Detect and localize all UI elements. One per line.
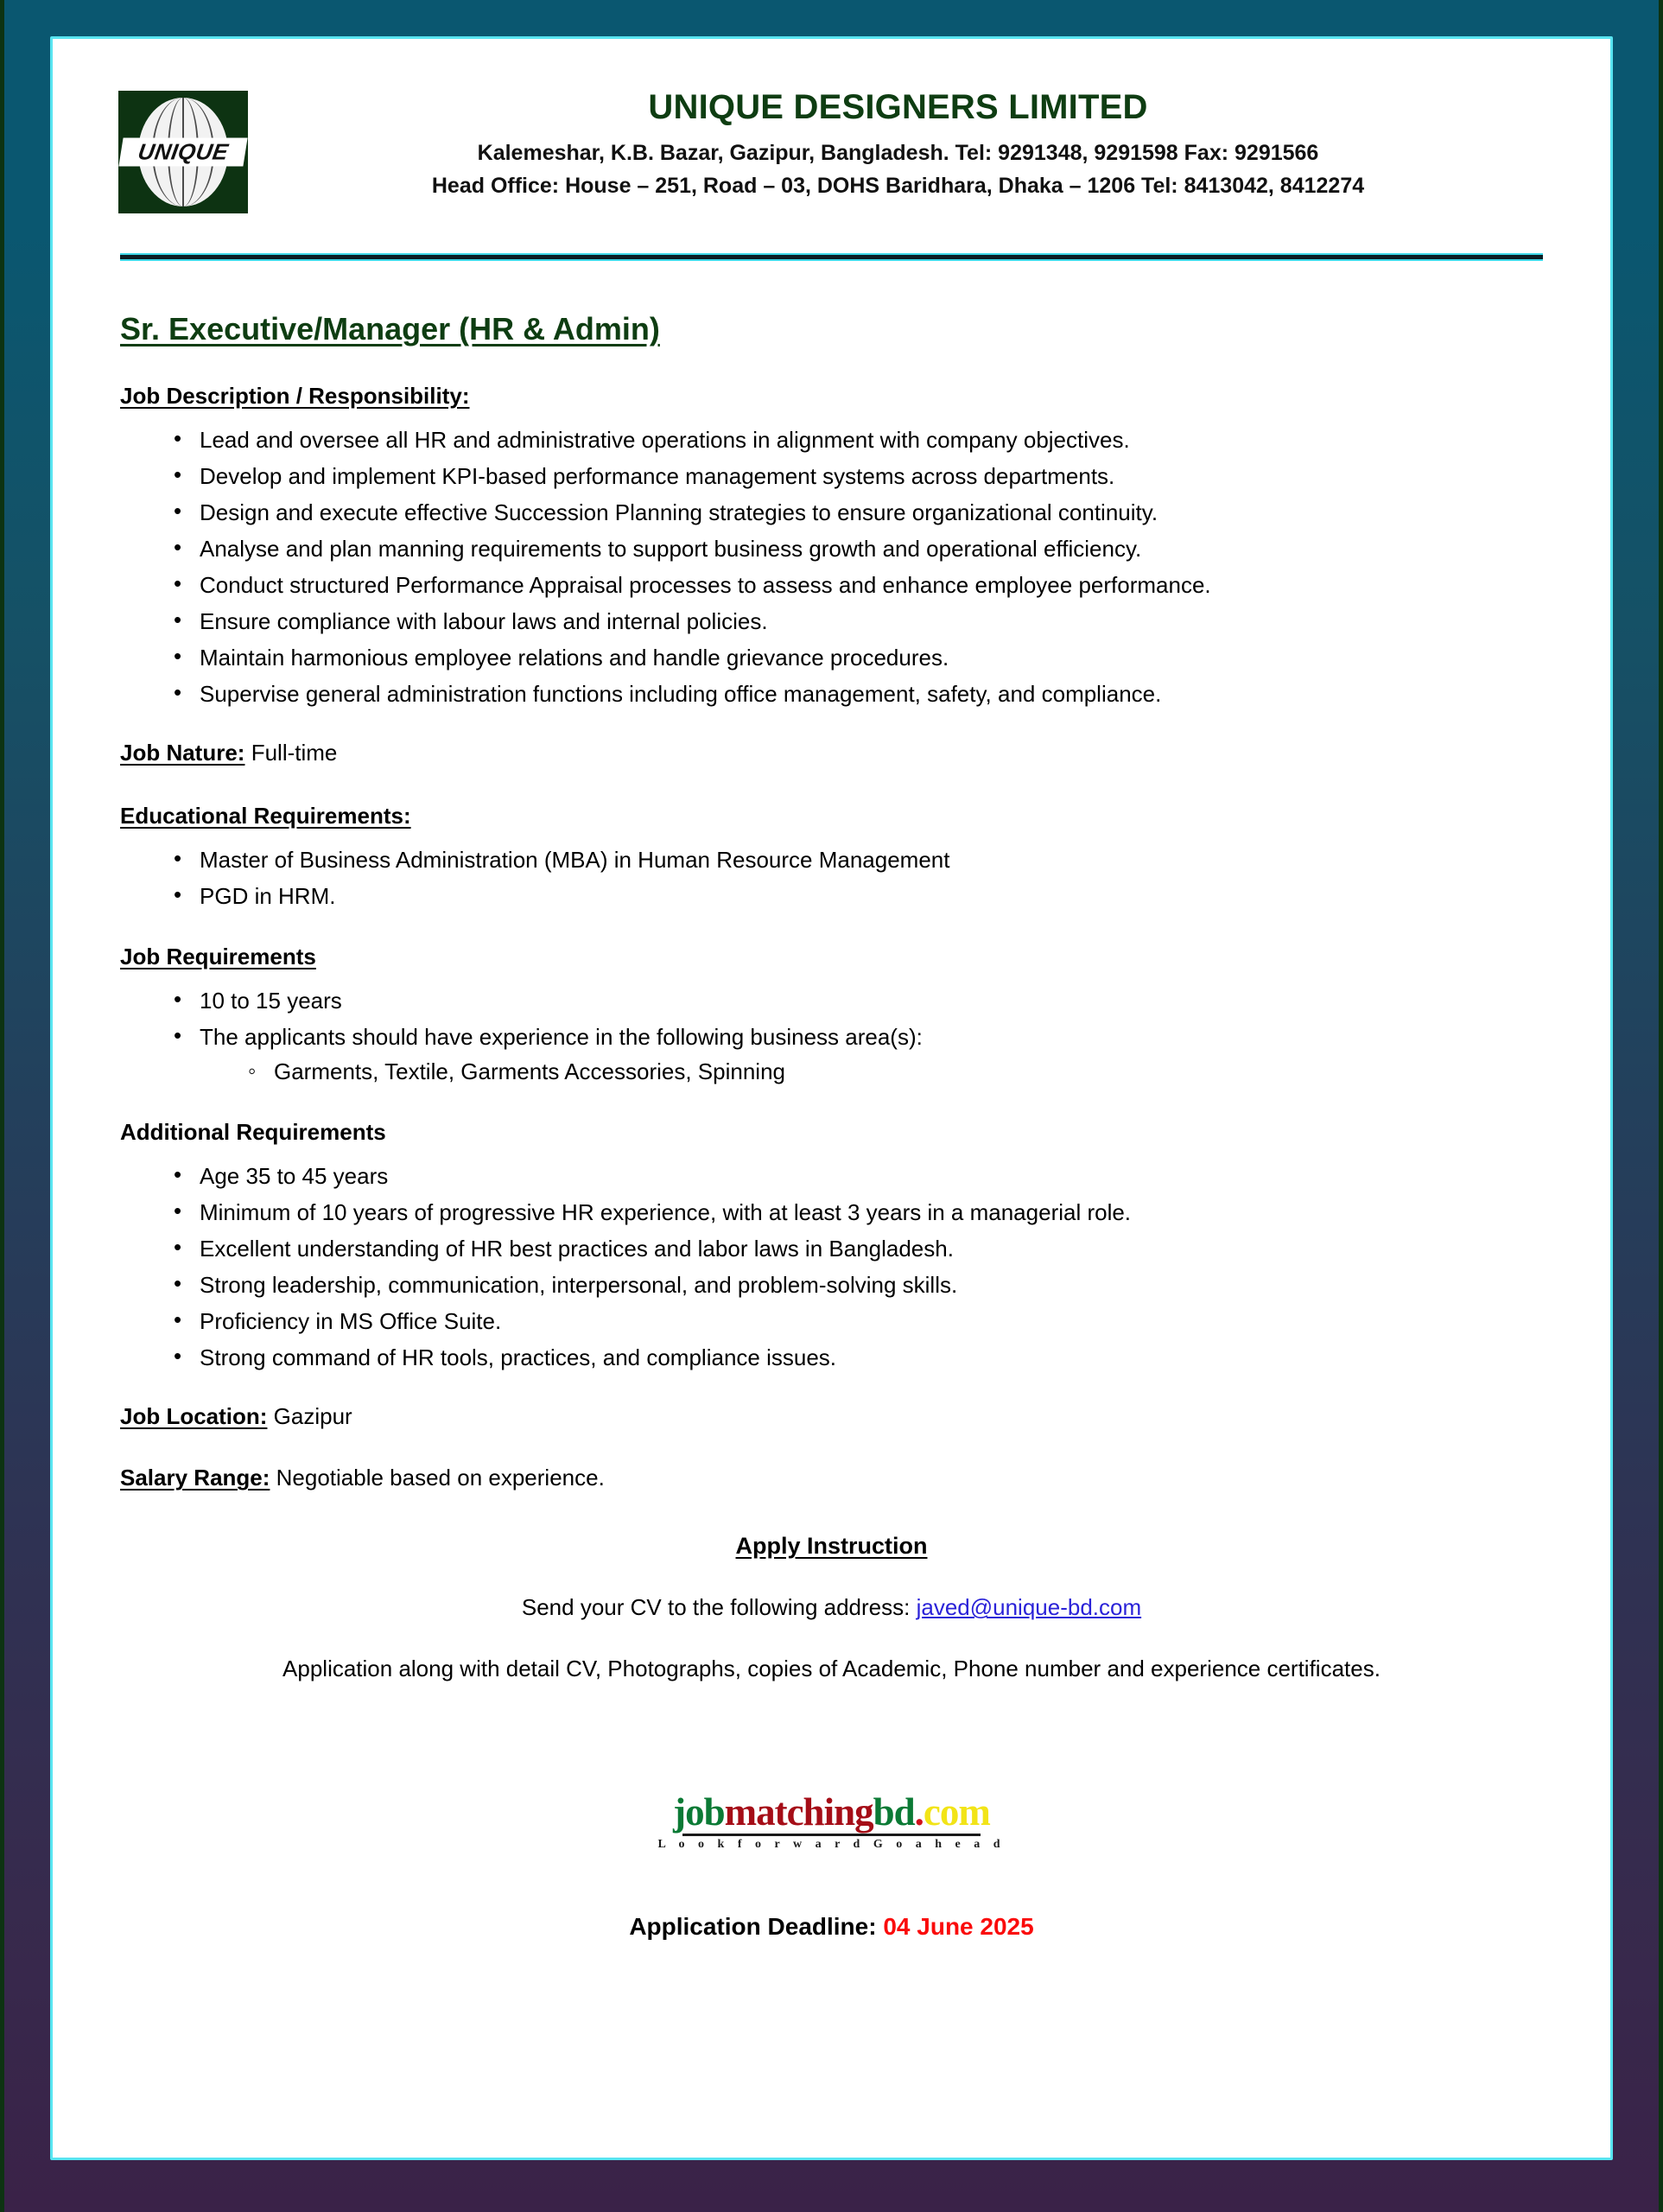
list-item: • Conduct structured Performance Appraisal processes to assess and enhance employee performance. [174,574,1543,596]
list-item: ◦ Garments, Textile, Garments Accessories, Spinning [248,1060,1543,1083]
job-nature [120,740,1543,766]
apply-instruction-heading: Apply Instruction [735,1533,928,1560]
list-item: • Excellent understanding of HR best practices and labor laws in Bangladesh. [174,1237,1543,1260]
job-requirements-list [120,989,1543,1083]
list-item: • Master of Business Administration (MBA) in Human Resource Management [174,849,1543,871]
responsibilities-list [120,427,1543,708]
logo-text-com: com [923,1790,990,1834]
job-nature-label: Job Nature: [120,740,245,766]
letterhead-text [248,84,1560,202]
apply-address-line [120,1594,1543,1621]
list-item: • Develop and implement KPI-based performance management systems across departments. [174,465,1543,487]
logo-text-bd: bd [873,1790,915,1834]
deadline-label: Application Deadline: [629,1913,884,1941]
deadline-date: 04 June 2025 [883,1913,1034,1941]
education-list [120,847,1543,910]
list-item: • Strong leadership, communication, interpersonal, and problem-solving skills. [174,1274,1543,1296]
jobmatchingbd-wordmark [120,1790,1543,1834]
list-item: • Proficiency in MS Office Suite. [174,1310,1543,1332]
company-address-line-2: Head Office: House – 251, Road – 03, DOHS Baridhara, Dhaka – 1206 Tel: 8413042, 8412274 [431,173,1365,198]
section-heading-job-description: Job Description / Responsibility: [120,383,470,410]
apply-email-link[interactable]: javed@unique-bd.com [916,1594,1142,1621]
logo-tagline: L o o k f o r w a r d G o a h e a d [657,1838,1006,1852]
logo-underline [682,1834,981,1836]
business-areas-list [200,1060,1543,1083]
list-item: • PGD in HRM. [174,885,1543,907]
document-body [103,311,1560,1941]
application-deadline [120,1913,1543,1941]
apply-address-prefix: Send your CV to the following address: [521,1594,917,1621]
salary-range [120,1465,1543,1491]
list-item: • Supervise general administration functions including office management, safety, and compliance. [174,683,1543,705]
logo-wordmark: UNIQUE [118,138,247,167]
job-title: Sr. Executive/Manager (HR & Admin) [120,311,660,346]
inner-border [50,36,1613,2160]
company-logo [118,91,248,213]
section-heading-educational-requirements: Educational Requirements: [120,803,411,830]
additional-requirements-list [120,1165,1543,1369]
salary-range-value: Negotiable based on experience. [276,1465,605,1491]
header-divider [120,255,1543,259]
list-item: • Design and execute effective Succession Planning strategies to ensure organizational continuity. [174,501,1543,524]
salary-range-label: Salary Range: [120,1465,270,1491]
list-item: • Age 35 to 45 years [174,1165,1543,1187]
section-heading-job-requirements: Job Requirements [120,944,316,970]
letterhead [103,61,1560,213]
logo-text-job: job [673,1790,725,1834]
list-item-text: The applicants should have experience in the following business area(s): [200,1024,923,1051]
list-item: • Analyse and plan manning requirements to support business growth and operational efficiency. [174,537,1543,560]
company-address-line-1: Kalemeshar, K.B. Bazar, Gazipur, Bangladesh. Tel: 9291348, 9291598 Fax: 9291566 [477,141,1319,165]
job-nature-value: Full-time [251,740,338,766]
jobmatchingbd-logo [120,1790,1543,1852]
list-item: • Strong command of HR tools, practices, and compliance issues. [174,1346,1543,1369]
document-sheet [53,39,1610,2158]
company-name: UNIQUE DESIGNERS LIMITED [648,88,1148,126]
list-item: • Lead and oversee all HR and administrative operations in alignment with company objectives. [174,429,1543,451]
list-item: • 10 to 15 years [174,989,1543,1012]
job-location-value: Gazipur [273,1403,352,1430]
job-location [120,1403,1543,1430]
logo-text-dot: . [914,1790,924,1834]
section-heading-additional-requirements: Additional Requirements [120,1119,386,1146]
apply-note: Application along with detail CV, Photographs, copies of Academic, Phone number and experience certificates. [282,1656,1381,1682]
list-item [174,1026,1543,1083]
logo-text-matching: matching [724,1790,873,1834]
job-location-label: Job Location: [120,1403,268,1430]
list-item: • Maintain harmonious employee relations and handle grievance procedures. [174,646,1543,669]
list-item: • Minimum of 10 years of progressive HR experience, with at least 3 years in a managerial role. [174,1201,1543,1224]
list-item: • Ensure compliance with labour laws and internal policies. [174,610,1543,632]
